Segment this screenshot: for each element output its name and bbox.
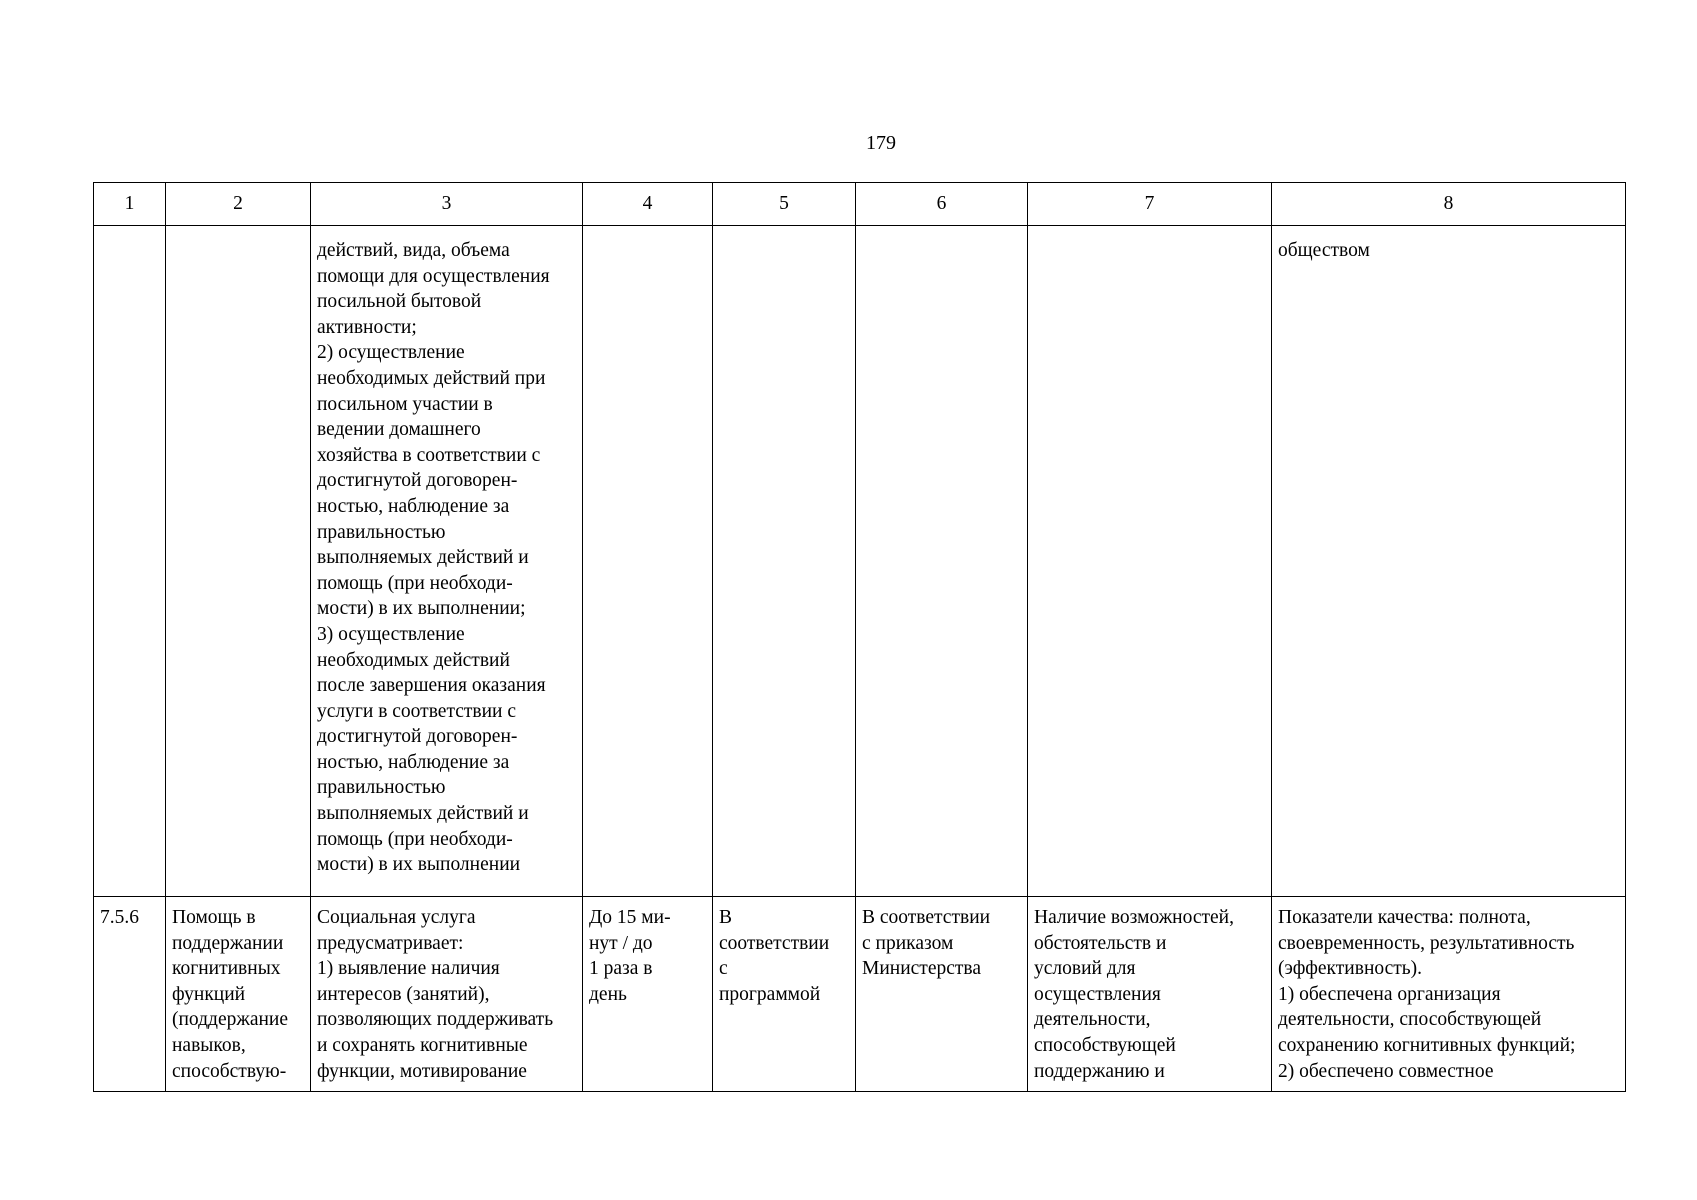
column-number-6: 6 — [856, 183, 1028, 226]
conditions-cell — [1028, 226, 1272, 897]
service-description-cell: действий, вида, объема помощи для осуществления посильной бытовой активности; 2) осуществление необходимых действий при посильном участии в ведении домашнего хозяйства в соответствии с достигнутой договорен- ностью, наблюдение за правильностью выполняемых действий и помощь (при необходи- мости) в их выполнении; 3) осуществление необходимых действий после завершения оказания услуги в соответствии с достигнутой договорен- ностью, наблюдение за правильностью выполняемых действий и помощь (при необходи- мости) в их выполнении — [311, 226, 583, 897]
quality-indicators-cell: Показатели качества: полнота, своевременность, результативность (эффективность). 1) обеспечена организация деятельности, способствующей сохранению когнитивных функций; 2) обеспечено совместное — [1272, 897, 1626, 1092]
column-number-7: 7 — [1028, 183, 1272, 226]
column-number-1: 1 — [94, 183, 166, 226]
row-number-cell: 7.5.6 — [94, 897, 166, 1092]
service-name-cell — [166, 226, 311, 897]
duration-cell — [583, 226, 713, 897]
frequency-cell — [713, 226, 856, 897]
frequency-cell: В соответствии с программой — [713, 897, 856, 1092]
duration-cell: До 15 ми- нут / до 1 раза в день — [583, 897, 713, 1092]
tariff-cell — [856, 226, 1028, 897]
service-name-cell: Помощь в поддержании когнитивных функций (поддержание навыков, способствую- — [166, 897, 311, 1092]
column-number-3: 3 — [311, 183, 583, 226]
services-table — [93, 182, 1626, 1092]
tariff-cell: В соответствии с приказом Министерства — [856, 897, 1028, 1092]
page-number: 179 — [866, 132, 896, 154]
table-header-row — [94, 183, 1626, 226]
column-number-5: 5 — [713, 183, 856, 226]
row-number-cell — [94, 226, 166, 897]
column-number-8: 8 — [1272, 183, 1626, 226]
column-number-2: 2 — [166, 183, 311, 226]
quality-indicators-cell: обществом — [1272, 226, 1626, 897]
column-number-4: 4 — [583, 183, 713, 226]
table-row — [94, 226, 1626, 897]
table-row — [94, 897, 1626, 1092]
conditions-cell: Наличие возможностей, обстоятельств и условий для осуществления деятельности, способствующей поддержанию и — [1028, 897, 1272, 1092]
service-description-cell: Социальная услуга предусматривает: 1) выявление наличия интересов (занятий), позволяющих поддерживать и сохранять когнитивные функции, мотивирование — [311, 897, 583, 1092]
